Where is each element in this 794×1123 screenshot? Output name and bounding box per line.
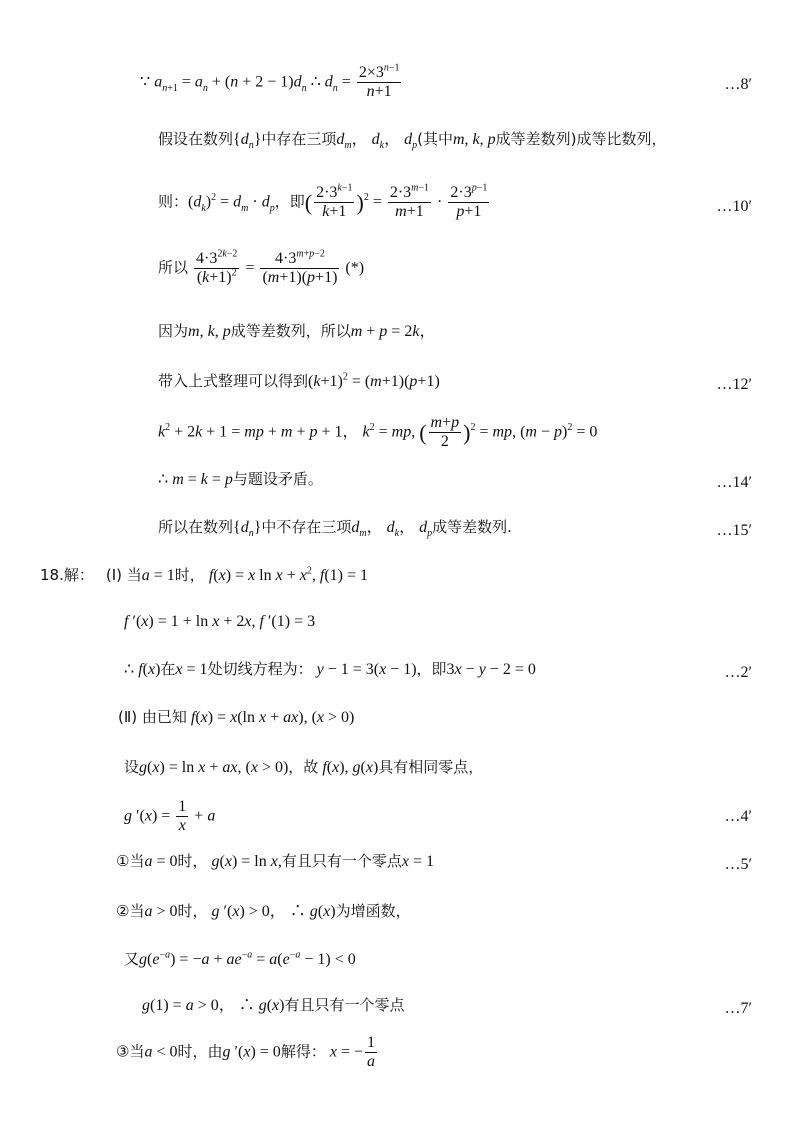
- arithmetic-line: 因为m, k, p成等差数列，所以m + p = 2k，: [158, 322, 436, 340]
- score-2: …2′: [724, 664, 752, 681]
- score-10: …10′: [716, 198, 752, 215]
- q18-part2: (Ⅱ) 由已知 f(x) = x(ln x + ax), (x > 0): [118, 708, 355, 726]
- score-4: …4′: [724, 808, 752, 825]
- substitute-line: 带入上式整理可以得到$(k+1)^2 = (m+1)(p+1)$: [158, 371, 440, 390]
- case-3: ③当a < 0时，由g ′(x) = 0解得： x = − $\frac{1}{a}$: [116, 1034, 375, 1071]
- star-equation: 所以 $\frac{4\cdot 3^{2k-2}}{(k+1)^2}$ = $\frac{4\cdot 3^{m+p-2}}{(m+1)(p+1)}$ (*): [158, 248, 365, 287]
- score-14: …14′: [716, 474, 752, 491]
- conclusion-line: 所以在数列$\{d_n\}$中不存在三项$d_m$， $d_k$， $d_p$成等差数列.: [158, 518, 512, 540]
- score-5: …5′: [724, 856, 752, 873]
- formula-d-n: ∵ $a_{n+1} = a_n + (n + 2 - 1)d_n$ ∴ $d_n$ = $\frac{2\times 3^{n-1}}{n+1}$: [140, 62, 400, 101]
- expand-line: $k^2 + 2k + 1$ = mp + m + p + 1， $k^2$ = mp, ( $\frac{m+p}{2}$ )$^2$ = mp, $(m - p)^2 = 0$: [158, 414, 598, 451]
- q18-part1: 18.解： (Ⅰ) 当a = 1时， f(x) = x $\ln x + x^2$, f(1) = 1: [40, 565, 369, 584]
- score-15: …15′: [716, 522, 752, 539]
- g-derivative: g ′(x) = $\frac{1}{x}$ + a: [124, 798, 216, 835]
- geometric-condition: 则：$(d_k)^2 = d_m \cdot d_p$，即( $\frac{2\cdot 3^{k-1}}{k+1}$ )$^2$ = $\frac{2\cdot 3^{m-1}}{m+1}$ · $\frac{2\cdot 3^{p-1}}{p+1}$: [158, 182, 488, 221]
- contradiction-line: ∴ m = k = p与题设矛盾。: [158, 470, 323, 488]
- assume-line: 假设在数列$\{d_n\}$中存在三项$d_m$， $d_k$， $d_p$(其中m, k, p成等差数列)成等比数列，: [158, 130, 667, 152]
- define-g: 设g(x) = ln x + ax, (x > 0)，故 f(x), g(x)具有相同零点，: [124, 758, 484, 776]
- case-2: ②当a > 0时， g ′(x) > 0， ∴ g(x)为增函数，: [116, 902, 411, 920]
- score-8: …8′: [724, 76, 752, 93]
- case-2-value: 又$g(e^{-a}) = -a + ae^{-a} = a(e^{-a} - 1) < 0$: [124, 949, 356, 968]
- tangent-line: ∴ f(x)在x = 1处切线方程为： y − 1 = 3(x − 1)，即3x − y − 2 = 0: [124, 660, 536, 678]
- score-12: …12′: [716, 376, 752, 393]
- case-1: ①当a = 0时， g(x) = ln x,有且只有一个零点x = 1: [116, 852, 434, 870]
- score-7: …7′: [724, 1000, 752, 1017]
- derivative-line: f ′(x) = 1 + ln x + 2x, f ′(1) = 3: [124, 613, 316, 630]
- case-2-conclusion: g(1) = a > 0， ∴ g(x)有且只有一个零点: [142, 996, 405, 1014]
